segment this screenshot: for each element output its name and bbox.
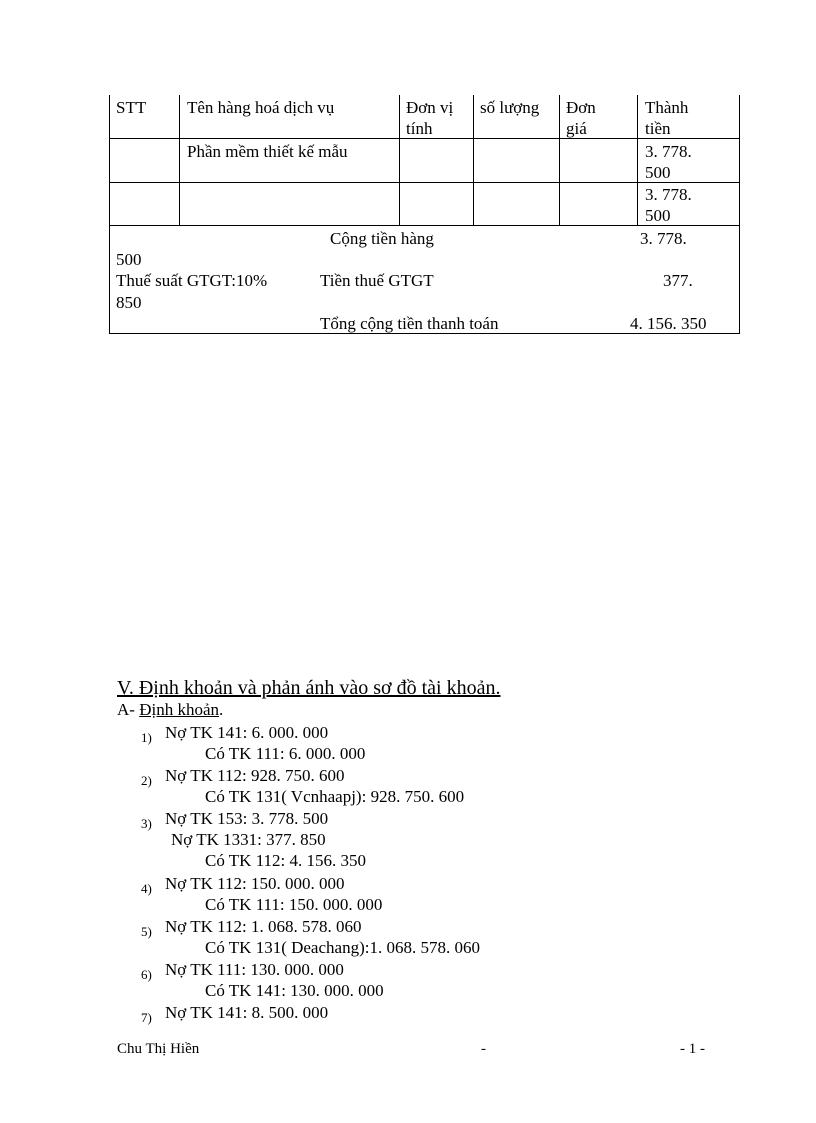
table-line: [739, 95, 740, 334]
row-2-amount-line2: 500: [645, 206, 671, 225]
entry-line: Có TK 111: 150. 000. 000: [205, 895, 383, 914]
header-price-line2: giá: [566, 119, 587, 138]
table-line: [637, 95, 638, 226]
total-value: 4. 156. 350: [630, 314, 707, 333]
subsection-prefix: A-: [117, 700, 140, 719]
entry-line: Nợ TK 1331: 377. 850: [171, 830, 326, 849]
entry-line: Nợ TK 153: 3. 778. 500: [165, 809, 329, 828]
entry-line: Có TK 111: 6. 000. 000: [205, 744, 366, 763]
header-amount-line1: Thành: [645, 98, 689, 117]
entry-line: Có TK 112: 4. 156. 350: [205, 851, 367, 870]
subsection-heading: [117, 700, 223, 720]
vat-rate-label: Thuế suất GTGT:10%: [116, 271, 268, 290]
entry-number: 4): [141, 881, 152, 896]
entry-line: Có TK 131( Vcnhaapj): 928. 750. 600: [205, 787, 465, 806]
vat-value-line2: 850: [116, 293, 142, 312]
header-price-line1: Đơn: [566, 98, 596, 117]
section-title: V. Định khoản và phản ánh vào sơ đồ tài khoản.: [117, 677, 501, 699]
footer-separator: -: [481, 1041, 486, 1057]
entry-number: 3): [141, 816, 152, 831]
page-number: - 1 -: [680, 1041, 705, 1057]
subtotal-value-line1: 3. 778.: [640, 229, 687, 248]
header-stt: STT: [116, 98, 147, 117]
header-unit-line2: tính: [406, 119, 433, 138]
table-line: [179, 95, 180, 226]
entry-number: 5): [141, 924, 152, 939]
entry-line: Nợ TK 111: 130. 000. 000: [165, 960, 344, 979]
footer-author: Chu Thị Hiền: [117, 1041, 200, 1057]
entry-line: Nợ TK 112: 928. 750. 600: [165, 766, 345, 785]
header-unit-line1: Đơn vị: [406, 98, 454, 117]
entry-number: 2): [141, 773, 152, 788]
vat-value-line1: 377.: [663, 271, 693, 290]
header-name: Tên hàng hoá dịch vụ: [187, 98, 335, 117]
entry-line: Nợ TK 141: 6. 000. 000: [165, 723, 329, 742]
entry-line: Có TK 131( Deachang):1. 068. 578. 060: [205, 938, 480, 957]
row-2-amount-line1: 3. 778.: [645, 185, 692, 204]
table-line: [559, 95, 560, 226]
entry-number: 1): [141, 730, 152, 745]
vat-amount-label: Tiền thuế GTGT: [320, 271, 434, 290]
entry-number: 7): [141, 1010, 152, 1025]
row-1-amount-line2: 500: [645, 163, 671, 182]
subsection-title: Định khoản: [139, 700, 219, 719]
row-1-amount-line1: 3. 778.: [645, 142, 692, 161]
total-label: Tổng cộng tiền thanh toán: [320, 314, 499, 333]
entry-line: Nợ TK 141: 8. 500. 000: [165, 1003, 329, 1022]
subtotal-label: Cộng tiền hàng: [330, 229, 434, 248]
entry-line: Nợ TK 112: 150. 000. 000: [165, 874, 345, 893]
row-1-name: Phần mềm thiết kế mẫu: [187, 142, 348, 161]
entry-line: Có TK 141: 130. 000. 000: [205, 981, 384, 1000]
entry-line: Nợ TK 112: 1. 068. 578. 060: [165, 917, 362, 936]
header-qty: số lượng: [480, 98, 540, 117]
table-line: [399, 95, 400, 226]
subtotal-value-line2: 500: [116, 250, 142, 269]
subsection-suffix: .: [219, 700, 224, 719]
entry-number: 6): [141, 967, 152, 982]
header-amount-line2: tiền: [645, 119, 671, 138]
table-line: [109, 95, 110, 334]
table-line: [473, 95, 474, 226]
